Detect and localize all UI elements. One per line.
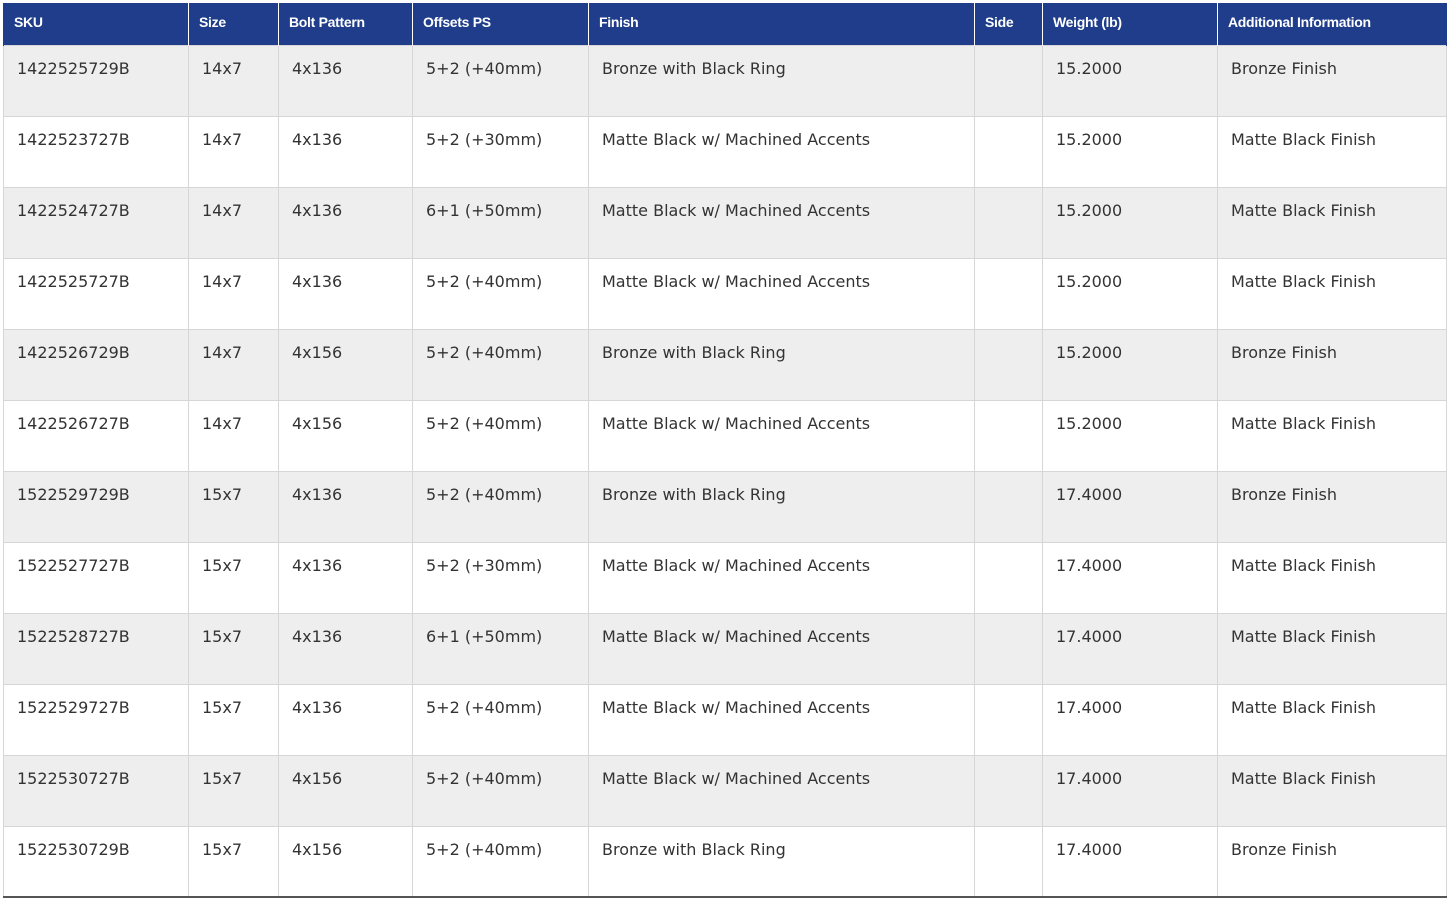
cell-finish: Matte Black w/ Machined Accents xyxy=(589,613,975,684)
cell-weight: 17.4000 xyxy=(1043,755,1218,826)
cell-sku: 1422526727B xyxy=(4,400,189,471)
cell-size: 15x7 xyxy=(189,613,279,684)
cell-finish: Bronze with Black Ring xyxy=(589,471,975,542)
cell-size: 14x7 xyxy=(189,400,279,471)
cell-size: 15x7 xyxy=(189,542,279,613)
cell-weight: 15.2000 xyxy=(1043,400,1218,471)
cell-side xyxy=(975,471,1043,542)
cell-sku: 1422524727B xyxy=(4,187,189,258)
cell-finish: Bronze with Black Ring xyxy=(589,329,975,400)
header-sku: SKU xyxy=(4,3,189,45)
cell-finish: Matte Black w/ Machined Accents xyxy=(589,542,975,613)
cell-weight: 15.2000 xyxy=(1043,45,1218,116)
cell-finish: Matte Black w/ Machined Accents xyxy=(589,684,975,755)
cell-offsets: 6+1 (+50mm) xyxy=(413,187,589,258)
cell-offsets: 5+2 (+40mm) xyxy=(413,471,589,542)
table-row xyxy=(4,471,1447,542)
table-row xyxy=(4,45,1447,116)
table-row xyxy=(4,613,1447,684)
cell-sku: 1522530729B xyxy=(4,826,189,897)
header-side: Side xyxy=(975,3,1043,45)
table-row xyxy=(4,400,1447,471)
cell-side xyxy=(975,613,1043,684)
cell-finish: Matte Black w/ Machined Accents xyxy=(589,116,975,187)
cell-bolt-pattern: 4x136 xyxy=(279,684,413,755)
cell-bolt-pattern: 4x156 xyxy=(279,755,413,826)
cell-offsets: 5+2 (+40mm) xyxy=(413,45,589,116)
header-row xyxy=(4,3,1447,45)
table-row xyxy=(4,329,1447,400)
cell-weight: 15.2000 xyxy=(1043,258,1218,329)
cell-finish: Matte Black w/ Machined Accents xyxy=(589,755,975,826)
cell-size: 15x7 xyxy=(189,755,279,826)
header-additional-info: Additional Information xyxy=(1218,3,1447,45)
cell-side xyxy=(975,542,1043,613)
cell-size: 15x7 xyxy=(189,471,279,542)
cell-size: 14x7 xyxy=(189,258,279,329)
cell-sku: 1422525727B xyxy=(4,258,189,329)
cell-sku: 1522529729B xyxy=(4,471,189,542)
header-weight: Weight (lb) xyxy=(1043,3,1218,45)
cell-additional-info: Matte Black Finish xyxy=(1218,187,1447,258)
cell-additional-info: Bronze Finish xyxy=(1218,471,1447,542)
cell-additional-info: Matte Black Finish xyxy=(1218,400,1447,471)
cell-side xyxy=(975,45,1043,116)
table-header xyxy=(4,3,1447,45)
cell-additional-info: Bronze Finish xyxy=(1218,45,1447,116)
cell-additional-info: Matte Black Finish xyxy=(1218,542,1447,613)
header-offsets: Offsets PS xyxy=(413,3,589,45)
cell-bolt-pattern: 4x136 xyxy=(279,116,413,187)
cell-offsets: 5+2 (+40mm) xyxy=(413,755,589,826)
cell-additional-info: Bronze Finish xyxy=(1218,826,1447,897)
header-finish: Finish xyxy=(589,3,975,45)
cell-side xyxy=(975,329,1043,400)
table-row xyxy=(4,826,1447,897)
cell-side xyxy=(975,187,1043,258)
cell-weight: 17.4000 xyxy=(1043,826,1218,897)
cell-bolt-pattern: 4x136 xyxy=(279,471,413,542)
cell-additional-info: Matte Black Finish xyxy=(1218,755,1447,826)
cell-offsets: 6+1 (+50mm) xyxy=(413,613,589,684)
cell-additional-info: Matte Black Finish xyxy=(1218,116,1447,187)
cell-offsets: 5+2 (+40mm) xyxy=(413,329,589,400)
cell-finish: Matte Black w/ Machined Accents xyxy=(589,187,975,258)
cell-additional-info: Matte Black Finish xyxy=(1218,258,1447,329)
cell-offsets: 5+2 (+30mm) xyxy=(413,542,589,613)
table-body xyxy=(4,45,1447,897)
cell-weight: 17.4000 xyxy=(1043,471,1218,542)
cell-sku: 1422526729B xyxy=(4,329,189,400)
cell-finish: Bronze with Black Ring xyxy=(589,826,975,897)
cell-offsets: 5+2 (+40mm) xyxy=(413,684,589,755)
cell-offsets: 5+2 (+30mm) xyxy=(413,116,589,187)
cell-bolt-pattern: 4x136 xyxy=(279,187,413,258)
cell-additional-info: Matte Black Finish xyxy=(1218,613,1447,684)
cell-offsets: 5+2 (+40mm) xyxy=(413,400,589,471)
cell-sku: 1422523727B xyxy=(4,116,189,187)
cell-side xyxy=(975,116,1043,187)
cell-sku: 1522530727B xyxy=(4,755,189,826)
cell-side xyxy=(975,826,1043,897)
cell-weight: 15.2000 xyxy=(1043,329,1218,400)
cell-side xyxy=(975,400,1043,471)
cell-bolt-pattern: 4x156 xyxy=(279,329,413,400)
cell-bolt-pattern: 4x136 xyxy=(279,45,413,116)
cell-side xyxy=(975,684,1043,755)
table-row xyxy=(4,258,1447,329)
cell-additional-info: Matte Black Finish xyxy=(1218,684,1447,755)
cell-weight: 17.4000 xyxy=(1043,684,1218,755)
cell-offsets: 5+2 (+40mm) xyxy=(413,826,589,897)
cell-side xyxy=(975,755,1043,826)
cell-sku: 1522527727B xyxy=(4,542,189,613)
cell-finish: Matte Black w/ Machined Accents xyxy=(589,258,975,329)
cell-bolt-pattern: 4x136 xyxy=(279,258,413,329)
cell-weight: 15.2000 xyxy=(1043,187,1218,258)
cell-size: 15x7 xyxy=(189,826,279,897)
cell-weight: 17.4000 xyxy=(1043,542,1218,613)
table-row xyxy=(4,187,1447,258)
cell-bolt-pattern: 4x156 xyxy=(279,400,413,471)
cell-size: 14x7 xyxy=(189,329,279,400)
cell-offsets: 5+2 (+40mm) xyxy=(413,258,589,329)
cell-weight: 15.2000 xyxy=(1043,116,1218,187)
cell-size: 14x7 xyxy=(189,116,279,187)
cell-bolt-pattern: 4x136 xyxy=(279,542,413,613)
table-row xyxy=(4,116,1447,187)
table-row xyxy=(4,684,1447,755)
table-row xyxy=(4,755,1447,826)
cell-size: 15x7 xyxy=(189,684,279,755)
cell-side xyxy=(975,258,1043,329)
cell-weight: 17.4000 xyxy=(1043,613,1218,684)
cell-size: 14x7 xyxy=(189,187,279,258)
header-bolt-pattern: Bolt Pattern xyxy=(279,3,413,45)
cell-finish: Matte Black w/ Machined Accents xyxy=(589,400,975,471)
cell-sku: 1522528727B xyxy=(4,613,189,684)
cell-sku: 1422525729B xyxy=(4,45,189,116)
header-size: Size xyxy=(189,3,279,45)
cell-size: 14x7 xyxy=(189,45,279,116)
cell-bolt-pattern: 4x156 xyxy=(279,826,413,897)
cell-additional-info: Bronze Finish xyxy=(1218,329,1447,400)
wheel-spec-table xyxy=(3,3,1447,898)
cell-bolt-pattern: 4x136 xyxy=(279,613,413,684)
cell-finish: Bronze with Black Ring xyxy=(589,45,975,116)
table-row xyxy=(4,542,1447,613)
wheel-spec-table-container xyxy=(3,3,1446,898)
cell-sku: 1522529727B xyxy=(4,684,189,755)
